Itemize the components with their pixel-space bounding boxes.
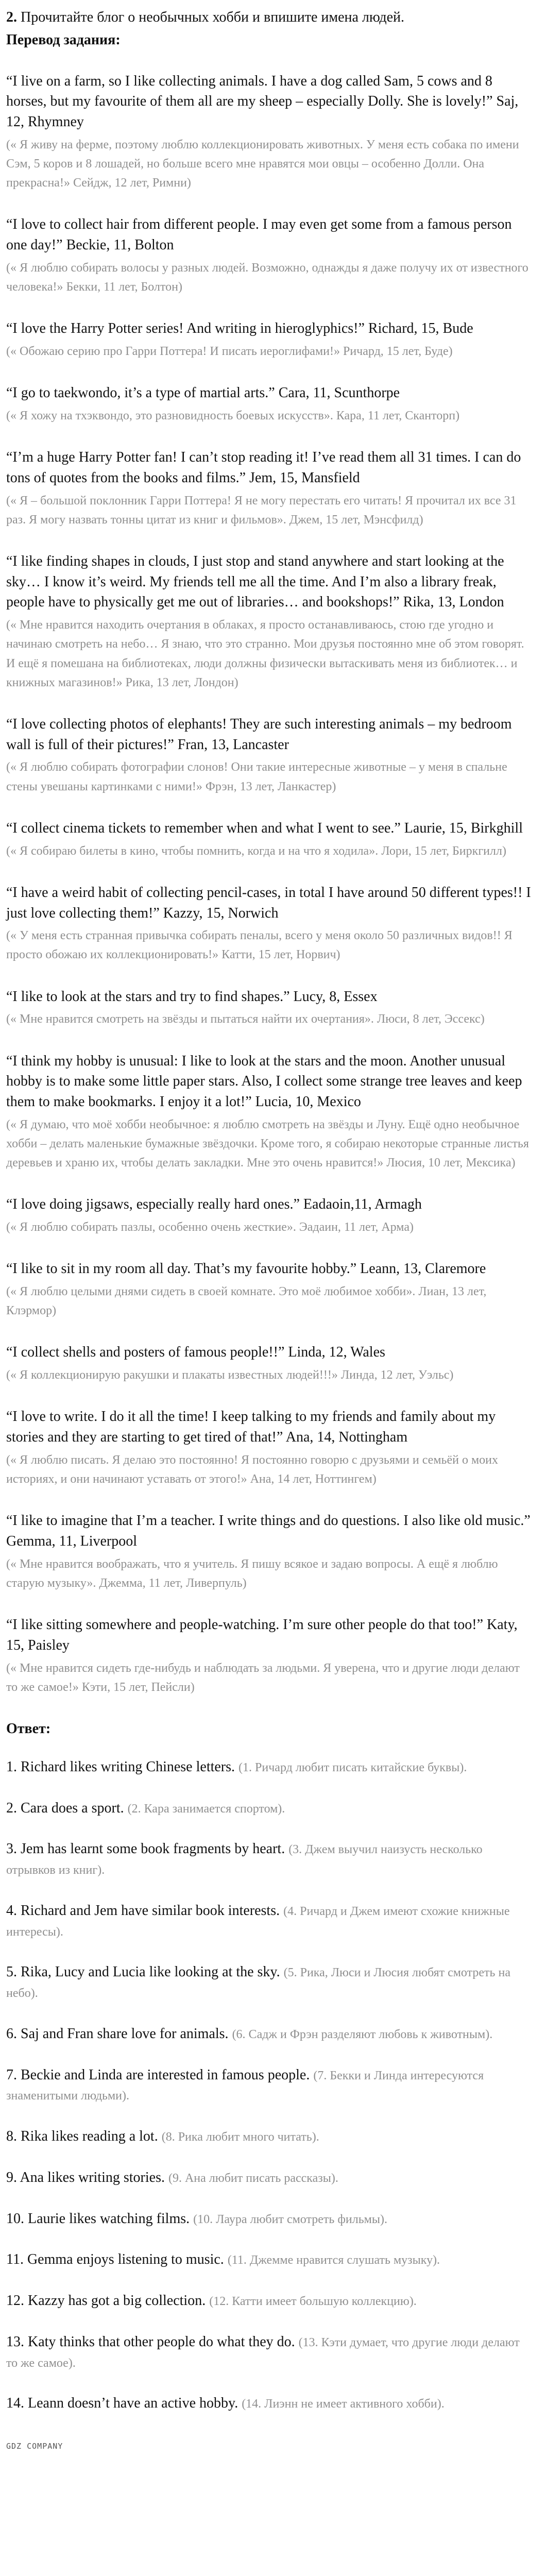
answer-russian: (12. Катти имеет большую коллекцию).	[209, 2295, 417, 2308]
entry-english: “I like finding shapes in clouds, I just stop and stand anywhere and start looking at the sky… I know it’s weird. My friends tell me all the time. And I’m also a library freak, people have to physically get me out of libraries… and bookshops!” Rika, 13, London	[6, 553, 504, 611]
entry-english: “I love the Harry Potter series! And writing in hieroglyphics!” Richard, 15, Bude	[6, 320, 473, 337]
blog-entry	[6, 883, 532, 965]
entry-russian: (« Я люблю собирать волосы у разных людей. Возможно, однажды я даже получу их от известного человека!» Бекки, 11 лет, Болтон)	[6, 261, 528, 294]
answer-russian: (8. Рика любит много читать).	[161, 2130, 319, 2144]
blog-entry	[6, 71, 532, 193]
answer-english: 13. Katy thinks that other people do what they do.	[6, 2333, 295, 2350]
blog-entry	[6, 318, 532, 361]
answer-english: 6. Saj and Fran share love for animals.	[6, 2025, 229, 2042]
answer-english: 4. Richard and Jem have similar book interests.	[6, 1902, 280, 1919]
blog-entry	[6, 1194, 532, 1237]
entry-russian: (« Я люблю собирать фотографии слонов! Они такие интересные животные – у меня в спальне стены увешаны картинками с ними!» Фрэн, 13 лет, Ланкастер)	[6, 760, 507, 793]
blog-entry	[6, 987, 532, 1029]
blog-entry	[6, 1511, 532, 1593]
blog-entry	[6, 714, 532, 796]
entry-english: “I like to imagine that I’m a teacher. I write things and do questions. I also like old music.” Gemma, 11, Liverpool	[6, 1513, 531, 1549]
entry-russian: (« Я коллекционирую ракушки и плакаты известных людей!!!» Линда, 12 лет, Уэльс)	[6, 1368, 454, 1382]
entry-english: “I like sitting somewhere and people-watching. I’m sure other people do that too!” Katy, 15, Paisley	[6, 1617, 518, 1653]
answer-russian: (4. Ричард и Джем имеют схожие книжные интересы).	[6, 1904, 510, 1939]
answer-item	[6, 2065, 532, 2106]
entry-english: “I like to sit in my room all day. That’s my favourite hobby.” Leann, 13, Claremore	[6, 1261, 486, 1277]
answer-item	[6, 2024, 532, 2044]
answer-item	[6, 2332, 532, 2373]
answer-english: 8. Rika likes reading a lot.	[6, 2128, 158, 2144]
answer-item	[6, 1839, 532, 1880]
entry-russian: (« Мне нравится находить очертания в облаках, я просто останавливаюсь, стою где угодно и начинаю смотреть на небо… Я знаю, что это странно. Мои друзья постоянно мне об этом говорят. И ещё я помешана на библиотеках, люди должны физически вытаскивать меня из библиотек… и книжных магазинов!» Рика, 13 лет, Лондон)	[6, 618, 524, 689]
blog-entry	[6, 1259, 532, 1320]
answer-item	[6, 2209, 532, 2229]
blog-entry	[6, 551, 532, 692]
task-text: Прочитайте блог о необычных хобби и впишите имена людей.	[21, 9, 405, 25]
answer-english: 3. Jem has learnt some book fragments by heart.	[6, 1841, 285, 1857]
entry-russian: (« Мне нравится смотреть на звёзды и пытаться найти их очертания». Люси, 8 лет, Эссекс)	[6, 1012, 485, 1026]
entry-russian: (« Я люблю писать. Я делаю это постоянно! Я постоянно говорю с друзьями и семьёй о моих историях, и они начинают уставать от этого!» Ана, 14 лет, Ноттингем)	[6, 1453, 498, 1486]
entry-russian: (« Я живу на ферме, поэтому люблю коллекционировать животных. У меня есть собака по имени Сэм, 5 коров и 8 лошадей, но больше всего мне нравятся мои овцы – особенно Долли. Она прекрасна!» Сейдж, 12 лет, Римни)	[6, 138, 519, 190]
entry-russian: (« Я люблю собирать пазлы, особенно очень жесткие». Эадаин, 11 лет, Арма)	[6, 1221, 414, 1234]
task-line	[6, 7, 532, 28]
entry-russian: (« Я собираю билеты в кино, чтобы помнить, когда и на что я ходила». Лори, 15 лет, Биркгилл)	[6, 844, 506, 858]
blog-entry	[6, 818, 532, 861]
answer-item	[6, 1757, 532, 1777]
answer-item	[6, 2393, 532, 2414]
answer-russian: (10. Лаура любит смотреть фильмы).	[193, 2212, 387, 2226]
entry-english: “I live on a farm, so I like collecting animals. I have a dog called Sam, 5 cows and 8 horses, but my favourite of them all are my sheep – especially Dolly. She is lovely!” Saj, 12, Rhymney	[6, 73, 519, 130]
entry-russian: (« Я люблю целыми днями сидеть в своей комнате. Это моё любимое хобби». Лиан, 13 лет, Клэрмор)	[6, 1285, 487, 1318]
answer-item	[6, 2126, 532, 2147]
entry-english: “I collect shells and posters of famous people!!” Linda, 12, Wales	[6, 1344, 385, 1361]
answer-english: 14. Leann doesn’t have an active hobby.	[6, 2395, 238, 2412]
answer-english: 10. Laurie likes watching films.	[6, 2210, 190, 2227]
blog-entry	[6, 1406, 532, 1489]
entry-russian: (« Обожаю серию про Гарри Поттера! И писать иероглифами!» Ричард, 15 лет, Буде)	[6, 344, 453, 358]
answer-english: 7. Beckie and Linda are interested in famous people.	[6, 2066, 310, 2083]
entry-english: “I collect cinema tickets to remember when and what I went to see.” Laurie, 15, Birkghill	[6, 820, 523, 836]
answer-item	[6, 1901, 532, 1942]
entry-english: “I’m a huge Harry Potter fan! I can’t stop reading it! I’ve read them all 31 times. I can do tons of quotes from the books and films.” Jem, 15, Mansfield	[6, 449, 521, 486]
entry-english: “I love to write. I do it all the time! I keep talking to my friends and family about my stories and they are starting to get tired of that!” Ana, 14, Nottingham	[6, 1409, 496, 1446]
answer-russian: (9. Ана любит писать рассказы).	[168, 2171, 338, 2185]
blog-entry	[6, 1342, 532, 1385]
answer-english: 5. Rika, Lucy and Lucia like looking at the sky.	[6, 1964, 280, 1980]
entry-english: “I have a weird habit of collecting pencil-cases, in total I have around 50 different types!! I just love collecting them!” Kazzy, 15, Norwich	[6, 884, 531, 921]
answer-english: 2. Cara does a sport.	[6, 1800, 124, 1816]
answer-russian: (5. Рика, Люси и Люсия любят смотреть на небо).	[6, 1966, 510, 2000]
entry-russian: (« Я – большой поклонник Гарри Поттера! Я не могу перестать его читать! Я прочитал их все 31 раз. Я могу назвать тонны цитат из книг и фильмов». Джем, 15 лет, Мэнсфилд)	[6, 494, 517, 527]
entry-russian: (« Я думаю, что моё хобби необычное: я люблю смотреть на звёзды и Луну. Ещё одно необычное хобби – делать маленькие бумажные звёздочки. Кроме того, я собираю некоторые странные листья деревьев и храню их, чтобы делать закладки. Мне это очень нравится!» Люсия, 10 лет, Мексика)	[6, 1117, 529, 1170]
blog-entry	[6, 1051, 532, 1173]
entry-russian: (« Мне нравится воображать, что я учитель. Я пишу всякое и задаю вопросы. А ещё я люблю старую музыку». Джемма, 11 лет, Ливерпуль)	[6, 1557, 498, 1590]
entry-english: “I go to taekwondo, it’s a type of martial arts.” Cara, 11, Scunthorpe	[6, 385, 400, 401]
task-number: 2.	[6, 9, 17, 25]
blog-entry	[6, 383, 532, 426]
entry-english: “I love to collect hair from different people. I may even get some from a famous person one day!” Beckie, 11, Bolton	[6, 216, 512, 253]
answer-russian: (3. Джем выучил наизусть несколько отрывков из книг).	[6, 1843, 483, 1877]
answer-russian: (13. Кэти думает, что другие люди делают то же самое).	[6, 2335, 520, 2370]
answer-item	[6, 1962, 532, 2003]
answer-russian: (7. Бекки и Линда интересуются знаменитыми людьми).	[6, 2069, 484, 2103]
entry-english: “I love collecting photos of elephants! They are such interesting animals – my bedroom wall is full of their pictures!” Fran, 13, Lancaster	[6, 716, 512, 753]
entry-english: “I think my hobby is unusual: I like to look at the stars and the moon. Another unusual hobby is to make some little paper stars. Also, I collect some strange tree leaves and keep them to make bookmarks. I enjoy it a lot!” Lucia, 10, Mexico	[6, 1053, 522, 1110]
blog-entry	[6, 447, 532, 530]
blog-entry	[6, 1615, 532, 1697]
translation-heading: Перевод задания:	[6, 31, 121, 48]
answers-heading: Ответ:	[6, 1721, 51, 1737]
entry-russian: (« Я хожу на тхэквондо, это разновидность боевых искусств». Кара, 11 лет, Сканторп)	[6, 409, 460, 422]
blog-entry	[6, 214, 532, 297]
answer-item	[6, 2291, 532, 2311]
entry-english: “I like to look at the stars and try to find shapes.” Lucy, 8, Essex	[6, 988, 378, 1005]
answer-english: 11. Gemma enjoys listening to music.	[6, 2251, 224, 2268]
entry-russian: (« Мне нравится сидеть где-нибудь и наблюдать за людьми. Я уверена, что и другие люди делают то же самое!» Кэти, 15 лет, Пейсли)	[6, 1661, 520, 1694]
answer-item	[6, 1798, 532, 1819]
answers-list	[6, 1757, 532, 2414]
answer-russian: (14. Лиэнн не имеет активного хобби).	[242, 2397, 445, 2411]
answer-english: 1. Richard likes writing Chinese letters.	[6, 1758, 235, 1775]
blog-entries	[6, 71, 532, 1698]
entry-english: “I love doing jigsaws, especially really hard ones.” Eadaoin,11, Armagh	[6, 1196, 422, 1213]
answer-russian: (11. Джемме нравится слушать музыку).	[227, 2253, 440, 2267]
answer-english: 9. Ana likes writing stories.	[6, 2169, 165, 2185]
answer-item	[6, 2167, 532, 2188]
watermark: GDZ COMPANY	[6, 2442, 63, 2451]
answer-russian: (1. Ричард любит писать китайские буквы).	[238, 1760, 467, 1774]
answer-russian: (2. Кара занимается спортом).	[127, 1802, 285, 1816]
answer-english: 12. Kazzy has got a big collection.	[6, 2293, 206, 2309]
answer-item	[6, 2249, 532, 2270]
entry-russian: (« У меня есть странная привычка собирать пеналы, всего у меня около 50 различных видов!! Я просто обожаю их коллекционировать!» Катти, 15 лет, Норвич)	[6, 929, 513, 962]
answer-russian: (6. Садж и Фрэн разделяют любовь к животным).	[232, 2027, 493, 2041]
